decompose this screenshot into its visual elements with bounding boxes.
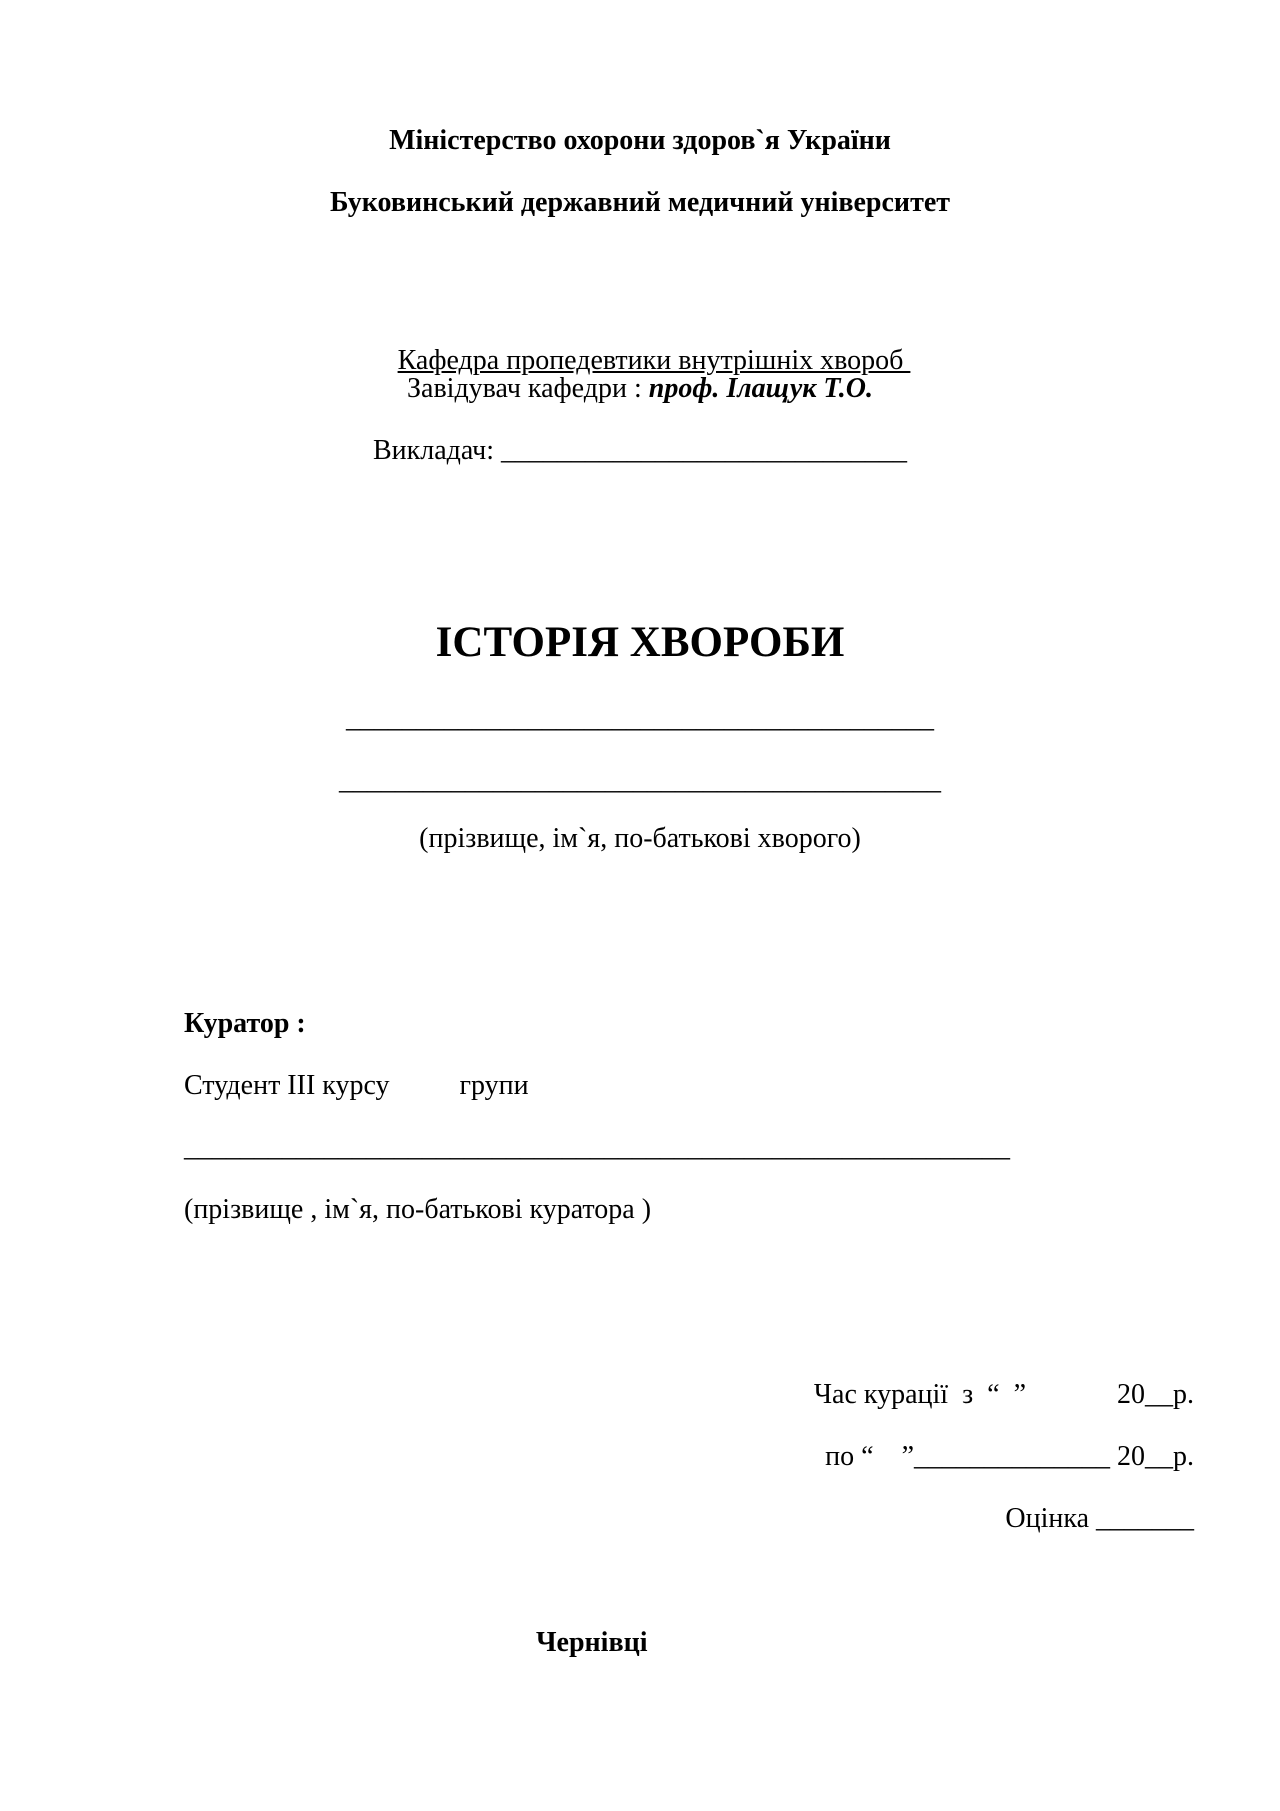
city-footer: Чернівці [536, 1627, 648, 1658]
patient-name-blank-1: __________________________________________ [346, 703, 934, 734]
document-title: ІСТОРІЯ ХВОРОБИ [435, 619, 845, 666]
university-heading: Буковинський державний медичний університет [329, 187, 951, 218]
patient-name-caption: (прізвище, ім`я, по-батькові хворого) [419, 823, 861, 854]
curator-name-blank: ___________________________________________________________ [184, 1132, 1010, 1163]
student-course-group: Студент ІІІ курсу групи [184, 1070, 529, 1101]
department-head-name: проф. Ілащук Т.О. [648, 373, 873, 404]
curator-label: Куратор : [184, 1008, 306, 1039]
curator-name-caption: (прізвище , ім`я, по-батькові куратора ) [184, 1194, 652, 1225]
department-name-text: Кафедра пропедевтики внутрішніх хвороб [397, 345, 911, 376]
patient-name-blank-2: ___________________________________________ [339, 765, 941, 796]
curation-to-date: по “ ”______________ 20__р. [825, 1441, 1194, 1472]
department-head [0, 372, 1280, 406]
lecturer-line: Викладач: _____________________________ [372, 435, 908, 466]
department-head-label: Завідувач кафедри : [406, 373, 649, 404]
ministry-heading: Міністерство охорони здоров`я України [389, 125, 891, 156]
grade-line: Оцінка _______ [1005, 1503, 1194, 1534]
curation-from-date: Час курації з “ ” 20__р. [813, 1379, 1194, 1410]
